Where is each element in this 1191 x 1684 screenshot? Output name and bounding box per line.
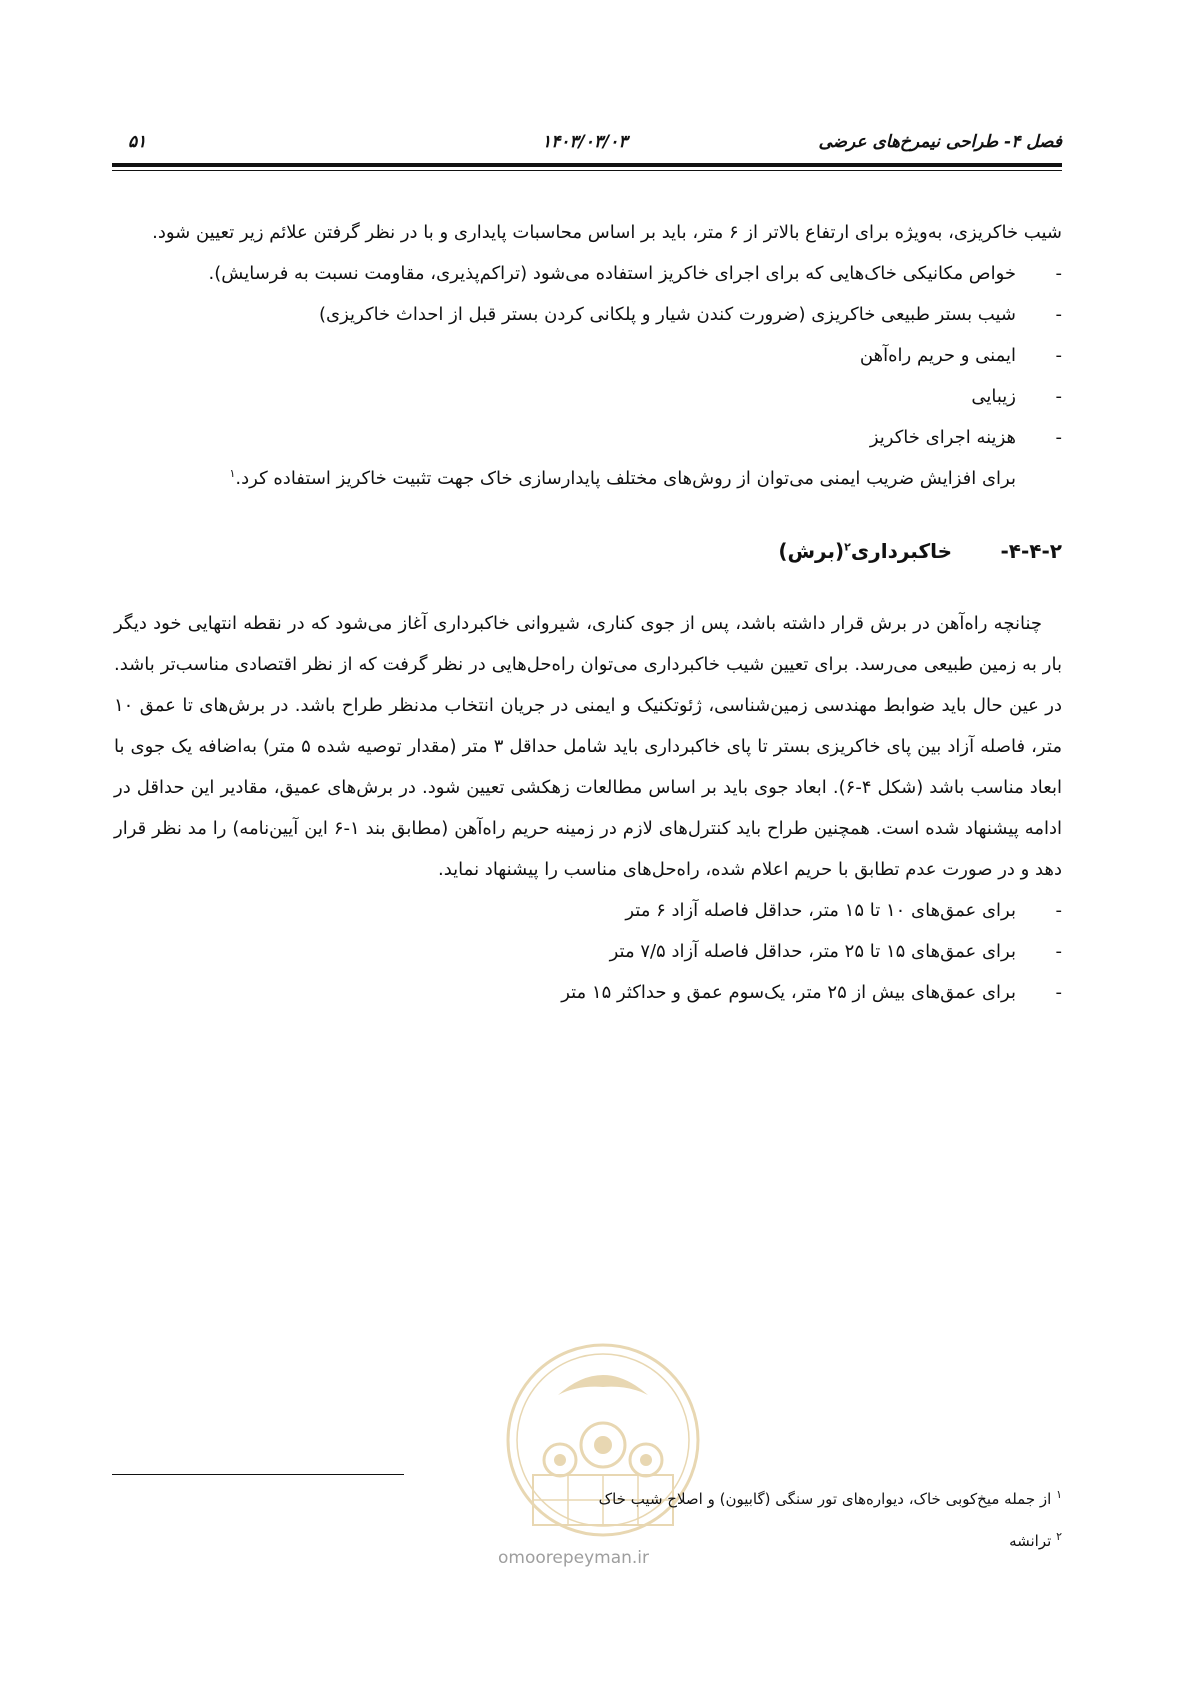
list-item-text: خواص مکانیکی خاک‌هایی که برای اجرای خاکریز استفاده می‌شود (تراکم‌پذیری، مقاومت نسبت به فرسایش). <box>208 263 1016 284</box>
factor-list <box>114 253 1062 458</box>
section-title-main: خاکبرداری <box>850 539 952 563</box>
stability-note-text: برای افزایش ضریب ایمنی می‌توان از روش‌های مختلف پایدارسازی خاک جهت تثبیت خاکریز استفاده کرد. <box>235 468 1016 489</box>
list-item <box>114 253 1062 294</box>
list-item-text: هزینه اجرای خاکریز <box>869 427 1016 448</box>
list-item <box>114 294 1062 335</box>
list-item <box>114 376 1062 417</box>
footnote-ref-2: ۲ <box>844 540 851 554</box>
bullet-dash: - <box>1055 345 1062 366</box>
footnote-number: ۲ <box>1056 1530 1062 1543</box>
bullet-dash: - <box>1055 900 1062 921</box>
footnote-number: ۱ <box>1056 1488 1062 1501</box>
footnote-2 <box>1009 1532 1062 1550</box>
page-content <box>114 212 1062 1013</box>
list-item <box>114 890 1062 931</box>
section-number: ۴-۴-۲- <box>1000 539 1062 563</box>
cut-paragraph: چنانچه راه‌آهن در برش قرار داشته باشد، پس از جوی کناری، شیروانی خاکبرداری آغاز می‌شود که در نقطه انتهایی خود دیگر بار به زمین طبیعی می‌رسد. برای تعیین شیب خاکبرداری می‌توان راه‌حل‌هایی در نظر گرفت که از نظر اقتصادی مناسب‌تر باشد. در عین حال باید ضوابط مهندسی زمین‌شناسی، ژئوتکنیک و ایمنی در جریان انتخاب مدنظر طراح باشد. در برش‌های تا عمق ۱۰ متر، فاصله آزاد بین پای خاکریزی بستر تا پای خاکبرداری باید شامل حداقل ۳ متر (مقدار توصیه شده ۵ متر) به‌اضافه یک جوی با ابعاد مناسب باشد (شکل ۴-۶). ابعاد جوی باید بر اساس مطالعات زهکشی تعیین شود. در برش‌های عمیق، مقادیر این حداقل در ادامه پیشنهاد شده است. همچنین طراح باید کنترل‌های لازم در زمینه حریم راه‌آهن (مطابق بند ۱-۶ این آیین‌نامه) را مد نظر قرار دهد و در صورت عدم تطابق با حریم اعلام شده، راه‌حل‌های مناسب را پیشنهاد نماید. <box>114 613 1063 880</box>
header-rule-thick <box>112 163 1062 167</box>
bullet-dash: - <box>1055 304 1062 325</box>
bullet-dash: - <box>1055 263 1062 284</box>
watermark-logo <box>488 1325 718 1565</box>
intro-paragraph: شیب خاکریزی، به‌ویژه برای ارتفاع بالاتر از ۶ متر، باید بر اساس محاسبات پایداری و با در نظر گرفتن علائم زیر تعیین شود. <box>152 222 1062 243</box>
footnote-text: ترانشه <box>1009 1532 1052 1550</box>
footnote-1 <box>599 1490 1062 1508</box>
bullet-dash: - <box>1055 427 1062 448</box>
list-item <box>114 931 1062 972</box>
footnote-ref-1: ۱ <box>229 467 236 480</box>
depth-rule-list <box>114 890 1062 1013</box>
list-item-text: برای عمق‌های بیش از ۲۵ متر، یک‌سوم عمق و حداکثر ۱۵ متر <box>561 982 1016 1003</box>
page-header <box>112 128 1062 162</box>
watermark-url: omoorepeyman.ir <box>498 1548 650 1568</box>
list-item-text: برای عمق‌های ۱۰ تا ۱۵ متر، حداقل فاصله آزاد ۶ متر <box>625 900 1016 921</box>
header-date: ۱۴۰۳/۰۳/۰۳ <box>542 132 628 152</box>
list-item-text: زیبایی <box>971 386 1016 407</box>
bullet-dash: - <box>1055 941 1062 962</box>
chapter-title: فصل ۴- طراحی نیمرخ‌های عرضی <box>818 132 1062 152</box>
section-heading <box>114 539 1062 575</box>
header-rule-thin <box>112 170 1062 171</box>
section-title <box>778 539 952 563</box>
section-title-suffix: (برش) <box>778 539 845 563</box>
list-item-text: شیب بستر طبیعی خاکریزی (ضرورت کندن شیار و پلکانی کردن بستر قبل از احداث خاکریزی) <box>319 304 1016 325</box>
page-number: ۵۱ <box>128 132 147 152</box>
footnote-text: از جمله میخ‌کوبی خاک، دیواره‌های تور سنگی (گابیون) و اصلاح شیب خاک <box>598 1490 1052 1508</box>
list-item <box>114 972 1062 1013</box>
list-item <box>114 417 1062 458</box>
list-item <box>114 335 1062 376</box>
list-item-text: برای عمق‌های ۱۵ تا ۲۵ متر، حداقل فاصله آزاد ۷/۵ متر <box>609 941 1016 962</box>
stability-note <box>114 458 1062 499</box>
footnote-separator <box>112 1474 404 1475</box>
bullet-dash: - <box>1055 982 1062 1003</box>
list-item-text: ایمنی و حریم راه‌آهن <box>859 345 1016 366</box>
bullet-dash: - <box>1055 386 1062 407</box>
